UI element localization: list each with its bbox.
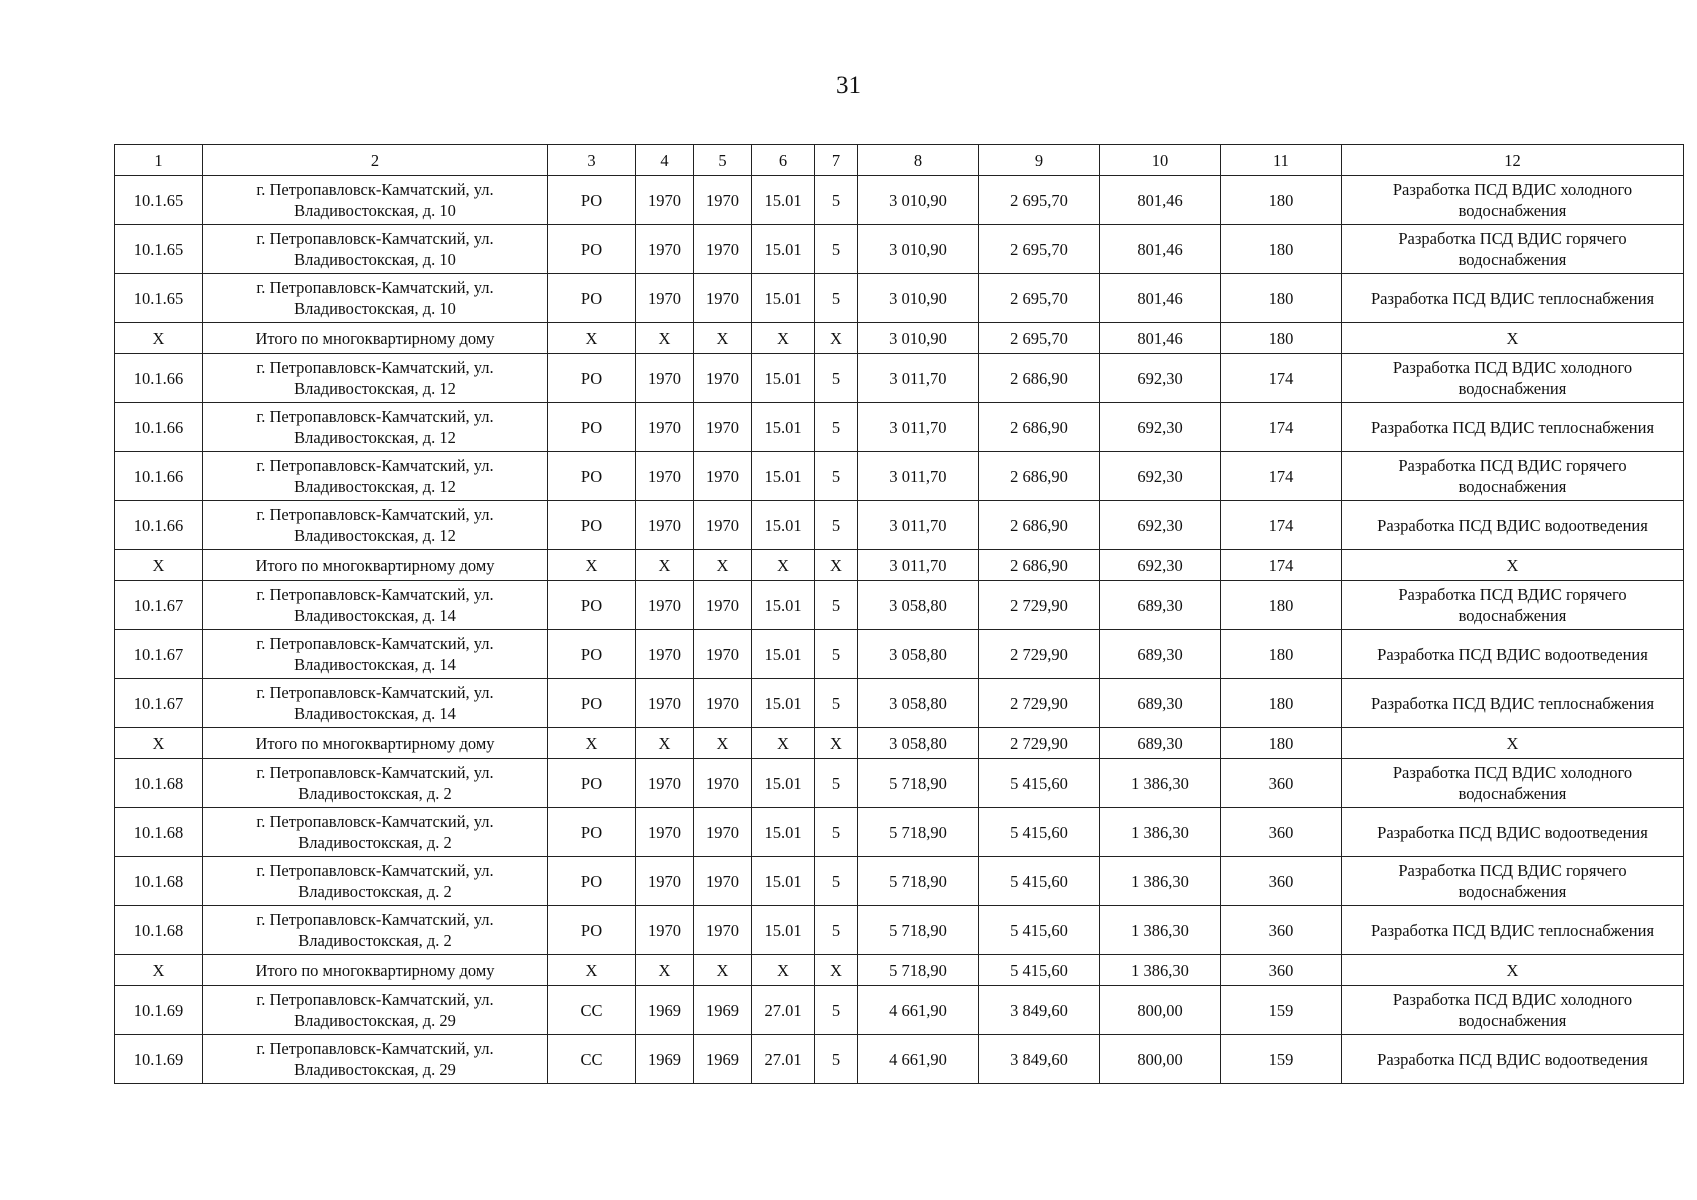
cell-area-col-10: 801,46	[1100, 274, 1221, 323]
cell-year-commissioned: 1969	[694, 986, 752, 1035]
header-row	[115, 145, 1684, 176]
column-header-works: 12	[1342, 145, 1684, 176]
table-row	[115, 354, 1684, 403]
cell-material: РО	[548, 501, 636, 550]
cell-year-commissioned: 1970	[694, 176, 752, 225]
cell-code: 15.01	[752, 906, 815, 955]
cell-year-commissioned: 1970	[694, 354, 752, 403]
cell-year-commissioned: 1970	[694, 501, 752, 550]
cell-area-col-10: 692,30	[1100, 501, 1221, 550]
cell-living-area: 3 849,60	[979, 986, 1100, 1035]
cell-address: Итого по многоквартирному дому	[203, 550, 548, 581]
cell-material: РО	[548, 225, 636, 274]
cell-year-built: 1970	[636, 679, 694, 728]
cell-code: 15.01	[752, 679, 815, 728]
cell-year-commissioned: 1970	[694, 452, 752, 501]
cell-work-type: Разработка ПСД ВДИС холодного водоснабжения	[1342, 986, 1684, 1035]
table-row	[115, 857, 1684, 906]
cell-residents: 360	[1221, 857, 1342, 906]
cell-year-commissioned: 1970	[694, 630, 752, 679]
cell-address: Итого по многоквартирному дому	[203, 323, 548, 354]
cell-floors: Х	[815, 955, 858, 986]
cell-material: РО	[548, 274, 636, 323]
cell-code: Х	[752, 728, 815, 759]
cell-residents: 180	[1221, 581, 1342, 630]
cell-code: Х	[752, 550, 815, 581]
cell-living-area: 2 729,90	[979, 728, 1100, 759]
cell-work-type: Разработка ПСД ВДИС водоотведения	[1342, 630, 1684, 679]
cell-material: РО	[548, 354, 636, 403]
register-table	[114, 144, 1684, 1084]
cell-total-area: 3 010,90	[858, 323, 979, 354]
cell-material: РО	[548, 857, 636, 906]
table-row	[115, 176, 1684, 225]
cell-floors: 5	[815, 808, 858, 857]
cell-residents: 174	[1221, 403, 1342, 452]
cell-area-col-10: 800,00	[1100, 986, 1221, 1035]
cell-year-built: 1970	[636, 581, 694, 630]
cell-total-area: 3 011,70	[858, 501, 979, 550]
table-header	[115, 145, 1684, 176]
cell-area-col-10: 1 386,30	[1100, 759, 1221, 808]
cell-code: 15.01	[752, 225, 815, 274]
cell-area-col-10: 692,30	[1100, 452, 1221, 501]
cell-living-area: 3 849,60	[979, 1035, 1100, 1084]
cell-year-built: 1969	[636, 1035, 694, 1084]
cell-year-commissioned: 1969	[694, 1035, 752, 1084]
page-number: 31	[836, 72, 861, 99]
cell-total-area: 3 010,90	[858, 176, 979, 225]
cell-total-area: 5 718,90	[858, 955, 979, 986]
cell-living-area: 2 695,70	[979, 176, 1100, 225]
cell-floors: Х	[815, 550, 858, 581]
cell-year-commissioned: 1970	[694, 274, 752, 323]
cell-year-built: 1970	[636, 452, 694, 501]
cell-year-built: 1970	[636, 225, 694, 274]
column-header-7: 7	[815, 145, 858, 176]
cell-floors: 5	[815, 906, 858, 955]
cell-item-number: 10.1.67	[115, 581, 203, 630]
cell-item-number: 10.1.65	[115, 225, 203, 274]
cell-year-commissioned: 1970	[694, 808, 752, 857]
cell-code: 15.01	[752, 176, 815, 225]
cell-work-type: Разработка ПСД ВДИС водоотведения	[1342, 808, 1684, 857]
cell-living-area: 2 695,70	[979, 323, 1100, 354]
cell-item-number: 10.1.68	[115, 808, 203, 857]
cell-living-area: 2 729,90	[979, 581, 1100, 630]
cell-year-built: Х	[636, 323, 694, 354]
cell-residents: 159	[1221, 986, 1342, 1035]
cell-area-col-10: 689,30	[1100, 679, 1221, 728]
table-row	[115, 403, 1684, 452]
cell-material: РО	[548, 759, 636, 808]
table-row	[115, 906, 1684, 955]
cell-code: 15.01	[752, 581, 815, 630]
cell-item-number: 10.1.68	[115, 906, 203, 955]
cell-year-built: 1970	[636, 501, 694, 550]
cell-material: РО	[548, 452, 636, 501]
cell-area-col-10: 692,30	[1100, 354, 1221, 403]
cell-item-number: Х	[115, 955, 203, 986]
column-header-8: 8	[858, 145, 979, 176]
cell-code: 27.01	[752, 986, 815, 1035]
cell-floors: 5	[815, 581, 858, 630]
cell-material: РО	[548, 808, 636, 857]
cell-area-col-10: 801,46	[1100, 176, 1221, 225]
table-row-total	[115, 728, 1684, 759]
cell-work-type: Разработка ПСД ВДИС горячего водоснабжения	[1342, 452, 1684, 501]
cell-year-commissioned: 1970	[694, 403, 752, 452]
cell-work-type: Разработка ПСД ВДИС холодного водоснабжения	[1342, 176, 1684, 225]
table-row	[115, 274, 1684, 323]
table-row	[115, 501, 1684, 550]
cell-area-col-10: 1 386,30	[1100, 857, 1221, 906]
cell-code: 27.01	[752, 1035, 815, 1084]
cell-address: г. Петропавловск-Камчатский, ул. Владивостокская, д. 2	[203, 808, 548, 857]
cell-living-area: 2 729,90	[979, 630, 1100, 679]
cell-floors: 5	[815, 857, 858, 906]
column-header-4: 4	[636, 145, 694, 176]
cell-address: Итого по многоквартирному дому	[203, 728, 548, 759]
cell-floors: 5	[815, 403, 858, 452]
cell-code: 15.01	[752, 354, 815, 403]
cell-area-col-10: 689,30	[1100, 581, 1221, 630]
cell-total-area: 3 011,70	[858, 550, 979, 581]
cell-year-built: 1970	[636, 808, 694, 857]
cell-total-area: 3 058,80	[858, 630, 979, 679]
cell-material: РО	[548, 630, 636, 679]
cell-work-type: Разработка ПСД ВДИС теплоснабжения	[1342, 274, 1684, 323]
cell-item-number: Х	[115, 323, 203, 354]
cell-floors: 5	[815, 1035, 858, 1084]
table-row	[115, 1035, 1684, 1084]
cell-address: г. Петропавловск-Камчатский, ул. Владивостокская, д. 14	[203, 630, 548, 679]
cell-year-commissioned: 1970	[694, 906, 752, 955]
cell-year-commissioned: 1970	[694, 679, 752, 728]
cell-code: 15.01	[752, 452, 815, 501]
cell-total-area: 3 010,90	[858, 225, 979, 274]
cell-code: 15.01	[752, 403, 815, 452]
cell-area-col-10: 1 386,30	[1100, 955, 1221, 986]
cell-living-area: 5 415,60	[979, 808, 1100, 857]
cell-year-commissioned: 1970	[694, 225, 752, 274]
cell-year-built: 1970	[636, 403, 694, 452]
cell-area-col-10: 689,30	[1100, 630, 1221, 679]
cell-living-area: 2 686,90	[979, 403, 1100, 452]
cell-address: г. Петропавловск-Камчатский, ул. Владивостокская, д. 29	[203, 1035, 548, 1084]
cell-item-number: 10.1.69	[115, 986, 203, 1035]
cell-address: г. Петропавловск-Камчатский, ул. Владивостокская, д. 29	[203, 986, 548, 1035]
cell-area-col-10: 689,30	[1100, 728, 1221, 759]
cell-code: 15.01	[752, 759, 815, 808]
cell-floors: 5	[815, 225, 858, 274]
cell-code: Х	[752, 955, 815, 986]
cell-area-col-10: 692,30	[1100, 550, 1221, 581]
cell-item-number: 10.1.67	[115, 679, 203, 728]
cell-year-built: 1970	[636, 906, 694, 955]
cell-address: г. Петропавловск-Камчатский, ул. Владивостокская, д. 12	[203, 452, 548, 501]
cell-year-commissioned: Х	[694, 550, 752, 581]
cell-material: Х	[548, 728, 636, 759]
cell-year-built: 1970	[636, 176, 694, 225]
cell-living-area: 2 686,90	[979, 354, 1100, 403]
cell-year-commissioned: 1970	[694, 857, 752, 906]
cell-residents: 159	[1221, 1035, 1342, 1084]
cell-living-area: 2 686,90	[979, 550, 1100, 581]
cell-address: г. Петропавловск-Камчатский, ул. Владивостокская, д. 14	[203, 679, 548, 728]
cell-area-col-10: 1 386,30	[1100, 808, 1221, 857]
cell-work-type: Х	[1342, 323, 1684, 354]
cell-year-built: 1970	[636, 630, 694, 679]
cell-work-type: Разработка ПСД ВДИС теплоснабжения	[1342, 906, 1684, 955]
cell-living-area: 2 695,70	[979, 225, 1100, 274]
cell-living-area: 5 415,60	[979, 955, 1100, 986]
table-row	[115, 630, 1684, 679]
cell-residents: 174	[1221, 452, 1342, 501]
cell-year-commissioned: Х	[694, 323, 752, 354]
cell-residents: 180	[1221, 630, 1342, 679]
cell-address: г. Петропавловск-Камчатский, ул. Владивостокская, д. 12	[203, 403, 548, 452]
cell-year-built: Х	[636, 955, 694, 986]
cell-residents: 180	[1221, 274, 1342, 323]
cell-item-number: 10.1.66	[115, 501, 203, 550]
cell-item-number: 10.1.66	[115, 452, 203, 501]
cell-year-built: 1970	[636, 759, 694, 808]
cell-address: г. Петропавловск-Камчатский, ул. Владивостокская, д. 12	[203, 354, 548, 403]
cell-material: СС	[548, 1035, 636, 1084]
cell-work-type: Разработка ПСД ВДИС теплоснабжения	[1342, 679, 1684, 728]
cell-year-built: Х	[636, 728, 694, 759]
cell-material: Х	[548, 955, 636, 986]
cell-floors: 5	[815, 354, 858, 403]
cell-year-built: 1970	[636, 857, 694, 906]
cell-residents: 174	[1221, 354, 1342, 403]
cell-total-area: 5 718,90	[858, 808, 979, 857]
column-header-address: 2	[203, 145, 548, 176]
cell-residents: 360	[1221, 808, 1342, 857]
cell-material: Х	[548, 323, 636, 354]
cell-floors: 5	[815, 501, 858, 550]
cell-floors: Х	[815, 728, 858, 759]
cell-residents: 180	[1221, 176, 1342, 225]
cell-item-number: 10.1.65	[115, 176, 203, 225]
cell-total-area: 3 058,80	[858, 728, 979, 759]
cell-year-built: 1970	[636, 274, 694, 323]
cell-work-type: Разработка ПСД ВДИС горячего водоснабжения	[1342, 225, 1684, 274]
cell-total-area: 3 058,80	[858, 679, 979, 728]
cell-work-type: Х	[1342, 550, 1684, 581]
cell-total-area: 5 718,90	[858, 906, 979, 955]
cell-residents: 360	[1221, 759, 1342, 808]
cell-address: г. Петропавловск-Камчатский, ул. Владивостокская, д. 10	[203, 274, 548, 323]
cell-floors: Х	[815, 323, 858, 354]
cell-address: г. Петропавловск-Камчатский, ул. Владивостокская, д. 10	[203, 176, 548, 225]
cell-item-number: Х	[115, 550, 203, 581]
cell-area-col-10: 800,00	[1100, 1035, 1221, 1084]
table-row	[115, 452, 1684, 501]
cell-residents: 180	[1221, 728, 1342, 759]
cell-living-area: 2 729,90	[979, 679, 1100, 728]
cell-address: г. Петропавловск-Камчатский, ул. Владивостокская, д. 14	[203, 581, 548, 630]
cell-material: РО	[548, 403, 636, 452]
cell-living-area: 2 695,70	[979, 274, 1100, 323]
table-row	[115, 679, 1684, 728]
cell-living-area: 2 686,90	[979, 452, 1100, 501]
column-header-5: 5	[694, 145, 752, 176]
cell-work-type: Разработка ПСД ВДИС теплоснабжения	[1342, 403, 1684, 452]
cell-total-area: 3 058,80	[858, 581, 979, 630]
table-row	[115, 986, 1684, 1035]
cell-total-area: 5 718,90	[858, 857, 979, 906]
table-row	[115, 225, 1684, 274]
cell-item-number: 10.1.66	[115, 354, 203, 403]
cell-residents: 174	[1221, 550, 1342, 581]
cell-address: Итого по многоквартирному дому	[203, 955, 548, 986]
cell-item-number: 10.1.69	[115, 1035, 203, 1084]
cell-total-area: 3 011,70	[858, 403, 979, 452]
cell-work-type: Разработка ПСД ВДИС холодного водоснабжения	[1342, 354, 1684, 403]
table-row-total	[115, 323, 1684, 354]
cell-material: РО	[548, 679, 636, 728]
cell-area-col-10: 801,46	[1100, 225, 1221, 274]
cell-address: г. Петропавловск-Камчатский, ул. Владивостокская, д. 2	[203, 906, 548, 955]
cell-item-number: 10.1.67	[115, 630, 203, 679]
cell-address: г. Петропавловск-Камчатский, ул. Владивостокская, д. 2	[203, 857, 548, 906]
column-header-6: 6	[752, 145, 815, 176]
cell-year-commissioned: 1970	[694, 759, 752, 808]
table-row	[115, 808, 1684, 857]
cell-item-number: Х	[115, 728, 203, 759]
cell-work-type: Х	[1342, 955, 1684, 986]
cell-floors: 5	[815, 630, 858, 679]
cell-code: Х	[752, 323, 815, 354]
table-row	[115, 759, 1684, 808]
cell-year-built: 1969	[636, 986, 694, 1035]
cell-code: 15.01	[752, 630, 815, 679]
table-row	[115, 581, 1684, 630]
cell-work-type: Разработка ПСД ВДИС водоотведения	[1342, 1035, 1684, 1084]
column-header-number: 1	[115, 145, 203, 176]
cell-code: 15.01	[752, 857, 815, 906]
column-header-3: 3	[548, 145, 636, 176]
cell-item-number: 10.1.68	[115, 759, 203, 808]
cell-total-area: 3 011,70	[858, 452, 979, 501]
cell-floors: 5	[815, 176, 858, 225]
cell-floors: 5	[815, 274, 858, 323]
cell-year-commissioned: 1970	[694, 581, 752, 630]
cell-year-built: Х	[636, 550, 694, 581]
cell-residents: 174	[1221, 501, 1342, 550]
table-row-total	[115, 550, 1684, 581]
cell-total-area: 3 010,90	[858, 274, 979, 323]
cell-item-number: 10.1.65	[115, 274, 203, 323]
cell-code: 15.01	[752, 808, 815, 857]
cell-address: г. Петропавловск-Камчатский, ул. Владивостокская, д. 2	[203, 759, 548, 808]
cell-living-area: 5 415,60	[979, 906, 1100, 955]
cell-year-commissioned: Х	[694, 728, 752, 759]
cell-code: 15.01	[752, 274, 815, 323]
cell-total-area: 4 661,90	[858, 1035, 979, 1084]
cell-address: г. Петропавловск-Камчатский, ул. Владивостокская, д. 10	[203, 225, 548, 274]
cell-area-col-10: 801,46	[1100, 323, 1221, 354]
cell-residents: 180	[1221, 679, 1342, 728]
cell-material: Х	[548, 550, 636, 581]
cell-code: 15.01	[752, 501, 815, 550]
cell-item-number: 10.1.68	[115, 857, 203, 906]
cell-material: РО	[548, 581, 636, 630]
cell-work-type: Разработка ПСД ВДИС водоотведения	[1342, 501, 1684, 550]
cell-total-area: 4 661,90	[858, 986, 979, 1035]
cell-living-area: 2 686,90	[979, 501, 1100, 550]
cell-year-commissioned: Х	[694, 955, 752, 986]
cell-area-col-10: 692,30	[1100, 403, 1221, 452]
cell-work-type: Разработка ПСД ВДИС холодного водоснабжения	[1342, 759, 1684, 808]
cell-residents: 180	[1221, 225, 1342, 274]
cell-residents: 360	[1221, 955, 1342, 986]
cell-total-area: 3 011,70	[858, 354, 979, 403]
cell-floors: 5	[815, 679, 858, 728]
cell-material: РО	[548, 176, 636, 225]
table-body	[115, 176, 1684, 1084]
cell-year-built: 1970	[636, 354, 694, 403]
cell-work-type: Х	[1342, 728, 1684, 759]
table-row-total	[115, 955, 1684, 986]
column-header-10: 10	[1100, 145, 1221, 176]
cell-material: РО	[548, 906, 636, 955]
cell-work-type: Разработка ПСД ВДИС горячего водоснабжения	[1342, 581, 1684, 630]
column-header-9: 9	[979, 145, 1100, 176]
cell-total-area: 5 718,90	[858, 759, 979, 808]
cell-floors: 5	[815, 452, 858, 501]
column-header-11: 11	[1221, 145, 1342, 176]
cell-address: г. Петропавловск-Камчатский, ул. Владивостокская, д. 12	[203, 501, 548, 550]
cell-floors: 5	[815, 759, 858, 808]
cell-work-type: Разработка ПСД ВДИС горячего водоснабжения	[1342, 857, 1684, 906]
cell-residents: 180	[1221, 323, 1342, 354]
cell-living-area: 5 415,60	[979, 857, 1100, 906]
cell-floors: 5	[815, 986, 858, 1035]
cell-living-area: 5 415,60	[979, 759, 1100, 808]
cell-item-number: 10.1.66	[115, 403, 203, 452]
cell-area-col-10: 1 386,30	[1100, 906, 1221, 955]
cell-material: СС	[548, 986, 636, 1035]
cell-residents: 360	[1221, 906, 1342, 955]
